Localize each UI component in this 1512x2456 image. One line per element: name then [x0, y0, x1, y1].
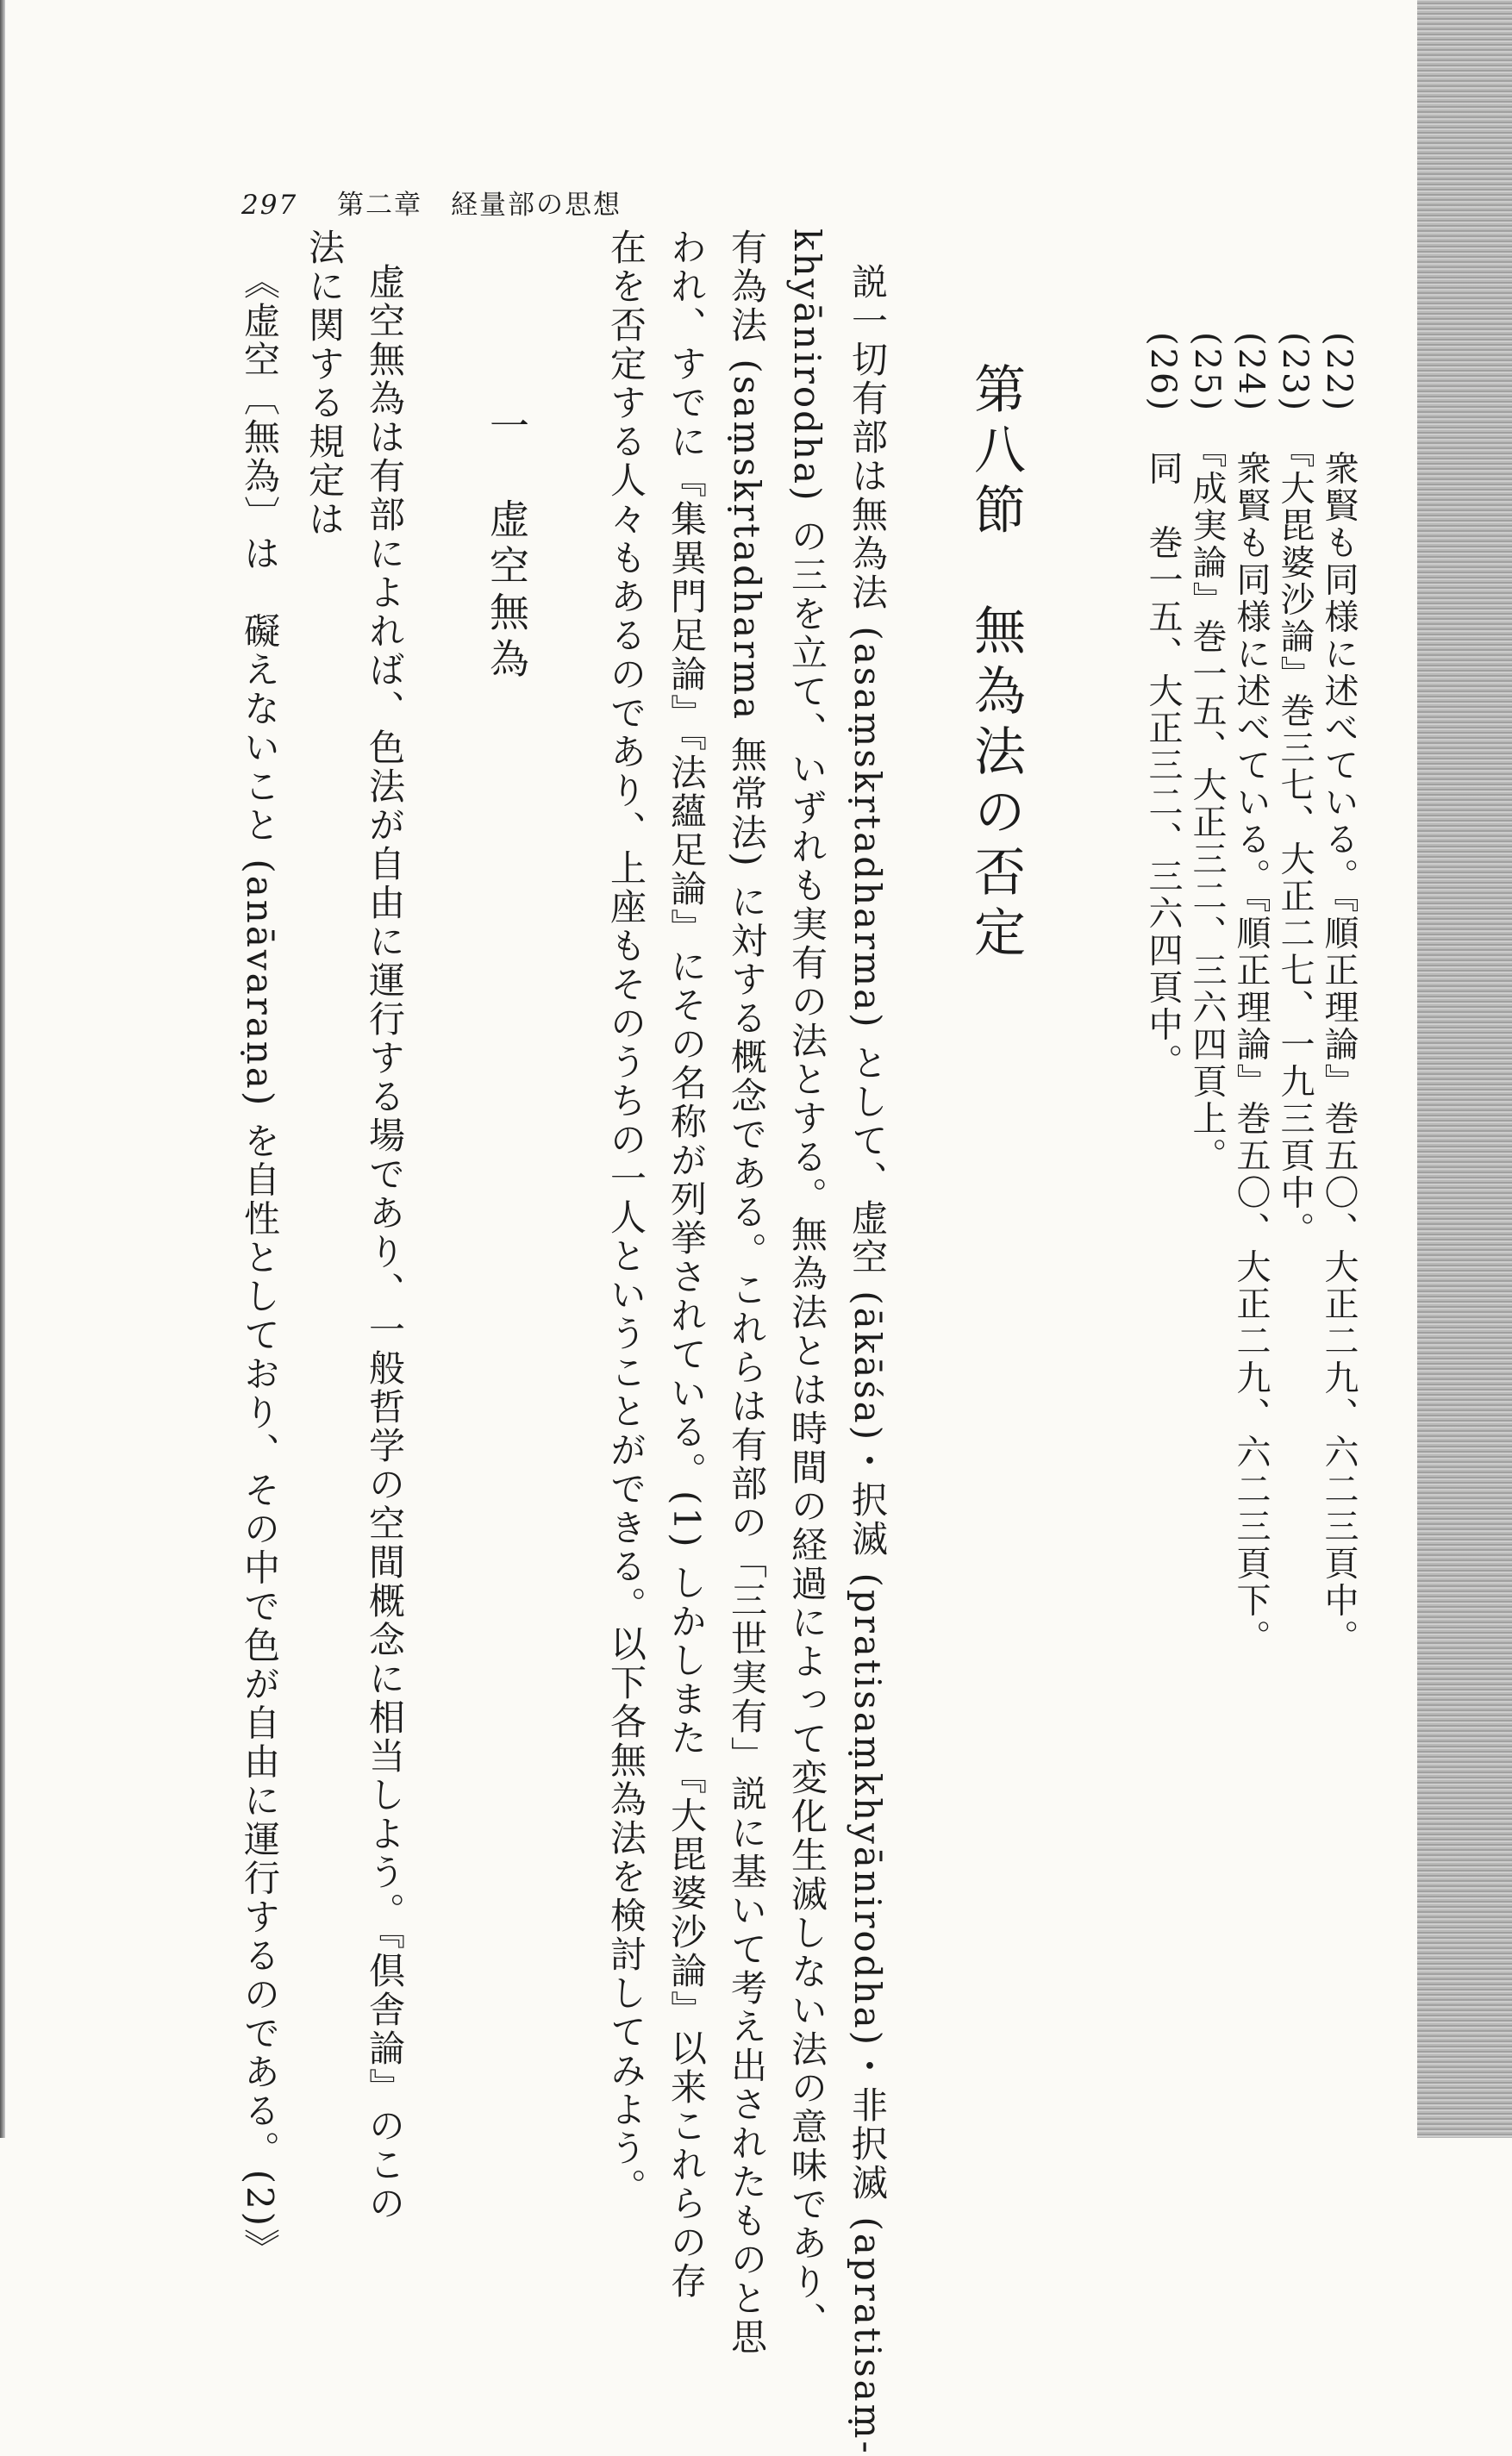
body-line-4: われ、すでに『集異門足論』『法蘊足論』にその名称が列挙されている。(1) しかしまた『大毘婆沙論』以来これらの存 [665, 228, 708, 2301]
scan-left-edge [0, 0, 5, 2138]
sub-line-2: 法に関する規定は [303, 228, 346, 539]
footnote-22: (22) 衆賢も同様に述べている。『順正理論』巻五〇、大正二九、六二三頁中。 [1319, 332, 1359, 1657]
subsection-heading: 一 虚空無為 [484, 405, 530, 684]
body-line-3: 有為法 (saṃskṛtadharma 無常法) に対する概念である。これらは有部の「三世実有」説に基いて考え出されたものと思 [726, 228, 768, 2358]
chapter-title: 第二章 経量部の思想 [337, 190, 622, 221]
scan-binding-shadow [1417, 0, 1512, 2138]
quotation-line: 《虚空〔無為〕は 礙えないこと (anāvaraṇa) を自性としており、その中で色が自由に運行するのである。(2)》 [239, 263, 281, 2268]
page-number: 297 [241, 190, 298, 221]
footnote-24: (24) 衆賢も同様に述べている。『順正理論』巻五〇、大正二九、六二三頁下。 [1231, 332, 1271, 1657]
sub-line-1: 虚空無為は有部によれば、色法が自由に運行する場であり、一般哲学の空間概念に相当しよう。『倶舎論』のこの [364, 263, 406, 2223]
footnote-26: (26) 同 巻一五、大正三二、三六四頁中。 [1143, 332, 1183, 1081]
body-line-2: khyānirodha) の三を立て、いずれも実有の法とする。無為法とは時間の経過によって変化生滅しない法の意味であり、 [786, 228, 828, 2340]
section-heading: 第八節 無為法の否定 [965, 362, 1026, 966]
body-line-5: 在を否定する人々もあるのであり、上座もそのうちの一人ということができる。以下各無為法を検討してみよう。 [605, 228, 647, 2207]
footnote-25: (25) 『成実論』巻一五、大正三二、三六四頁上。 [1187, 332, 1227, 1175]
footnote-23: (23) 『大毘婆沙論』巻三七、大正二七、一九三頁中。 [1275, 332, 1315, 1249]
running-header [241, 183, 622, 222]
body-line-1: 説一切有部は無為法 (asaṃskṛtadharma) として、虚空 (ākāśa)・択滅 (pratisaṃkhyānirodha)・非択滅 (apratisaṃ- [847, 263, 889, 2456]
